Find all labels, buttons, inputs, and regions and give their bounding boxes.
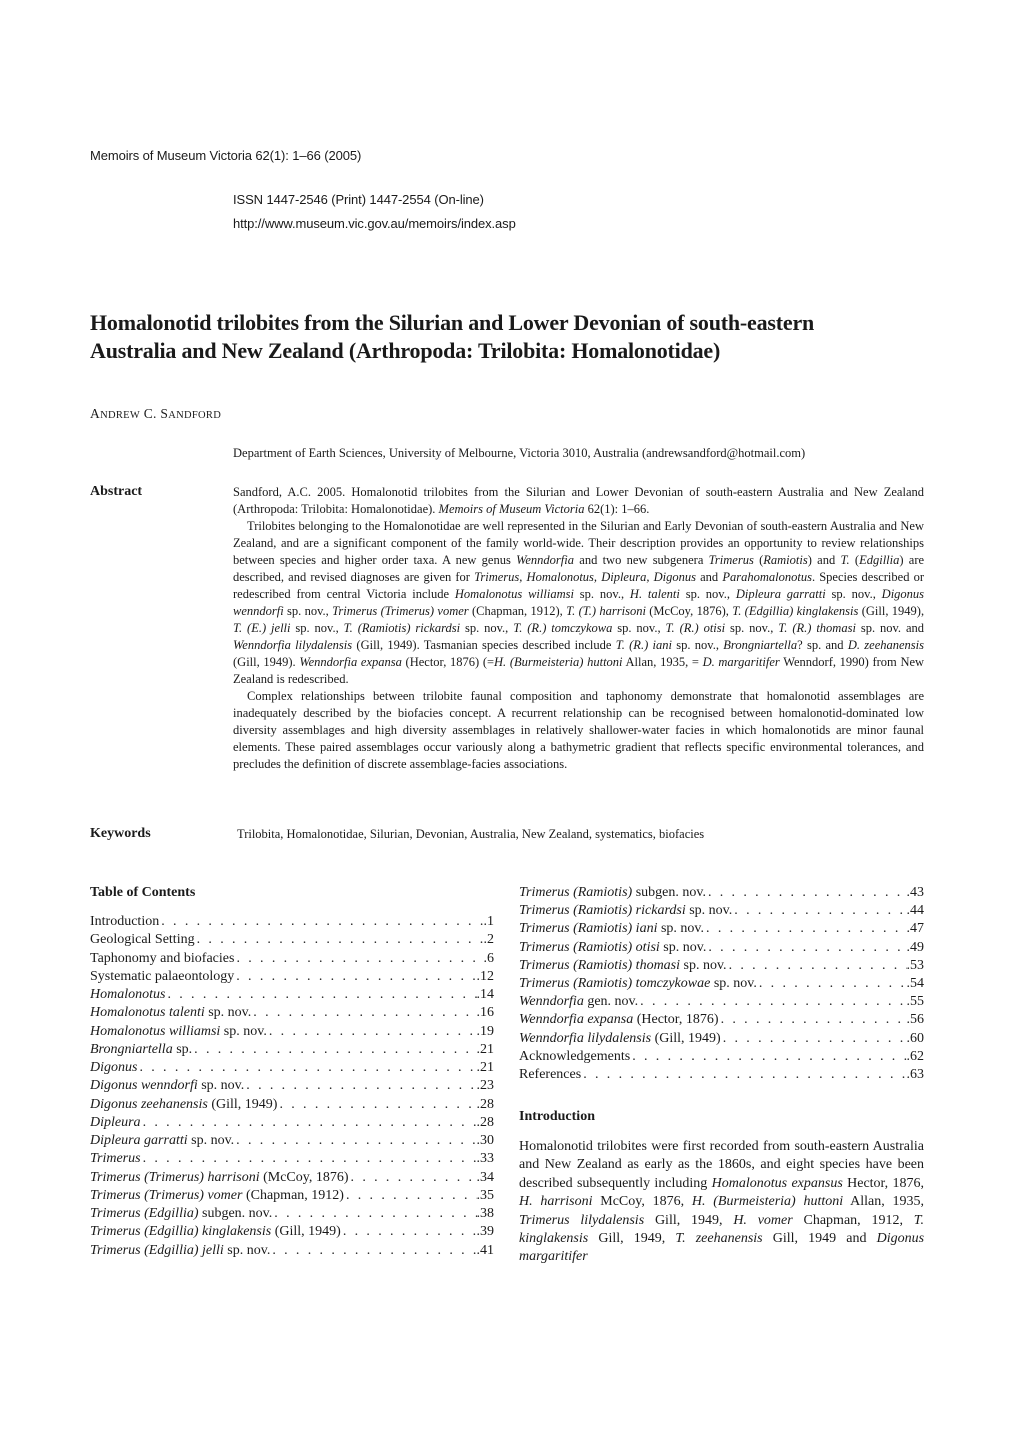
journal-citation: Memoirs of Museum Victoria 62(1): 1–66 (2005) xyxy=(90,148,362,163)
toc-entry-title: Trimerus (Ramiotis) tomczykowae sp. nov. xyxy=(519,976,757,991)
journal-url[interactable]: http://www.museum.vic.gov.au/memoirs/index.asp xyxy=(233,216,516,231)
toc-entry[interactable] xyxy=(519,939,924,957)
title-line-1: Homalonotid trilobites from the Silurian and Lower Devonian of south-eastern xyxy=(90,310,815,335)
toc-page-number: .54 xyxy=(906,976,924,991)
toc-entry[interactable] xyxy=(90,1187,494,1205)
toc-entry[interactable] xyxy=(90,1242,494,1260)
abstract-citation: Sandford, A.C. 2005. Homalonotid trilobites from the Silurian and Lower Devonian of south-eastern Australia and New Zealand (Arthropoda: Trilobita: Homalonotidae). Memoirs of Museum Victoria 62(1): 1–66. xyxy=(233,485,924,516)
toc-entry-title: Trimerus (Trimerus) vomer (Chapman, 1912) xyxy=(90,1187,344,1203)
author-middle: C. xyxy=(143,406,157,421)
toc-entry-title: Trimerus xyxy=(90,1151,141,1167)
toc-entry-title: Acknowledgements xyxy=(519,1048,631,1064)
toc-leader-dots xyxy=(732,902,906,920)
toc-leader-dots xyxy=(159,913,483,931)
toc-leader-dots xyxy=(192,1041,476,1059)
toc-page-number: .30 xyxy=(476,1133,494,1148)
toc-page-number: .6 xyxy=(483,950,494,966)
toc-leader-dots xyxy=(267,1023,477,1041)
abstract-text xyxy=(233,484,924,773)
toc-leader-dots xyxy=(719,1011,907,1029)
toc-entry[interactable] xyxy=(90,1077,494,1095)
toc-entry-title: Dipleura xyxy=(90,1114,141,1130)
toc-entry-title: Digonus wenndorfi sp. nov. xyxy=(90,1078,245,1094)
toc-leader-dots xyxy=(272,1205,476,1223)
toc-page-number: .39 xyxy=(476,1224,494,1240)
toc-page-number: .16 xyxy=(476,1005,494,1021)
toc-heading: Table of Contents xyxy=(90,885,196,900)
toc-leader-dots xyxy=(757,975,907,993)
abstract-label: Abstract xyxy=(90,484,143,499)
toc-page-number: .19 xyxy=(476,1023,494,1039)
toc-entry[interactable] xyxy=(90,913,494,931)
toc-entry-title: Brongniartella sp. xyxy=(90,1041,193,1057)
toc-leader-dots xyxy=(706,939,906,957)
toc-entry[interactable] xyxy=(90,1023,494,1041)
toc-entry-title: Homalonotus williamsi sp. nov. xyxy=(90,1023,267,1039)
toc-entry-title: Introduction xyxy=(90,914,160,929)
toc-leader-dots xyxy=(234,1132,476,1150)
toc-page-number: .21 xyxy=(476,1060,494,1075)
toc-entry-title: Dipleura garratti sp. nov. xyxy=(90,1133,235,1148)
toc-entry[interactable] xyxy=(519,993,924,1011)
toc-entry-title: Trimerus (Ramiotis) thomasi sp. nov. xyxy=(519,957,727,973)
toc-entry[interactable] xyxy=(90,1114,494,1132)
author-last-rest: ANDFORD xyxy=(168,410,222,421)
toc-page-number: .43 xyxy=(906,885,924,900)
toc-page-number: .63 xyxy=(906,1067,924,1082)
toc-entry[interactable] xyxy=(519,1011,924,1029)
toc-entry-title: Trimerus (Trimerus) harrisoni (McCoy, 1876) xyxy=(90,1169,349,1185)
toc-page-number: .44 xyxy=(906,903,924,919)
toc-page-number: .21 xyxy=(476,1041,494,1057)
toc-leader-dots xyxy=(141,1114,477,1132)
toc-entry[interactable] xyxy=(90,1205,494,1223)
author-name xyxy=(90,406,221,422)
toc-entry-title: Homalonotus xyxy=(90,987,166,1002)
toc-entry-title: References xyxy=(519,1067,582,1082)
toc-entry-title: Wenndorfia expansa (Hector, 1876) xyxy=(519,1012,719,1028)
toc-page-number: .33 xyxy=(476,1151,494,1167)
toc-page-number: .28 xyxy=(476,1096,494,1112)
toc-leader-dots xyxy=(344,1187,477,1205)
toc-page-number: .35 xyxy=(476,1187,494,1203)
toc-leader-dots xyxy=(704,920,906,938)
toc-leader-dots xyxy=(581,1066,906,1084)
toc-entry[interactable] xyxy=(519,884,924,902)
toc-entry[interactable] xyxy=(90,1096,494,1114)
toc-page-number: .62 xyxy=(906,1048,924,1064)
toc-page-number: .12 xyxy=(476,968,494,984)
toc-entry[interactable] xyxy=(519,957,924,975)
toc-entry[interactable] xyxy=(90,1169,494,1187)
toc-leader-dots xyxy=(234,968,476,986)
toc-page-number: .34 xyxy=(476,1169,494,1185)
toc-entry-title: Digonus xyxy=(90,1060,138,1075)
toc-entry[interactable] xyxy=(519,920,924,938)
toc-entry[interactable] xyxy=(90,1041,494,1059)
toc-leader-dots xyxy=(349,1169,477,1187)
toc-entry-title: Systematic palaeontology xyxy=(90,968,235,984)
toc-page-number: .28 xyxy=(476,1114,494,1130)
toc-page-number: .38 xyxy=(476,1206,494,1221)
toc-leader-dots xyxy=(277,1096,476,1114)
toc-entry[interactable] xyxy=(90,1132,494,1150)
toc-entry-title: Taphonomy and biofacies xyxy=(90,950,235,966)
toc-entry[interactable] xyxy=(519,975,924,993)
toc-leader-dots xyxy=(630,1048,906,1066)
toc-entry-title: Trimerus (Ramiotis) subgen. nov. xyxy=(519,885,706,900)
toc-page-number: .53 xyxy=(906,957,924,973)
toc-entry[interactable] xyxy=(90,1223,494,1241)
toc-entry[interactable] xyxy=(90,931,494,949)
toc-entry-title: Trimerus (Edgillia) jelli sp. nov. xyxy=(90,1242,271,1258)
toc-entry[interactable] xyxy=(519,1066,924,1084)
toc-leader-dots xyxy=(638,993,906,1011)
toc-entry-title: Trimerus (Ramiotis) otisi sp. nov. xyxy=(519,939,707,955)
author-affiliation: Department of Earth Sciences, University of Melbourne, Victoria 3010, Australia (andrewsandford@hotmail.com) xyxy=(233,446,806,460)
author-last-initial: S xyxy=(160,406,169,421)
toc-entry[interactable] xyxy=(90,968,494,986)
toc-leader-dots xyxy=(165,986,476,1004)
toc-entry[interactable] xyxy=(519,902,924,920)
abstract-paragraph-2: Trilobites belonging to the Homalonotidae are well represented in the Silurian and Early Devonian of south-eastern Australia and New Zealand, and are a significant component of the family world-wide. Their description provides an opportunity to review relationships between species and higher order taxa. A new genus Wenndorfia and two new subgenera Trimerus (Ramiotis) and T. (Edgillia) are described, and revised diagnoses are given for Trimerus, Homalonotus, Dipleura, Digonus and Parahomalonotus. Species described or redescribed from central Victoria include Homalonotus williamsi sp. nov., H. talenti sp. nov., Dipleura garratti sp. nov., Digonus wenndorfi sp. nov., Trimerus (Trimerus) vomer (Chapman, 1912), T. (T.) harrisoni (McCoy, 1876), T. (Edgillia) kinglakensis (Gill, 1949), T. (E.) jelli sp. nov., T. (Ramiotis) rickardsi sp. nov., T. (R.) tomczykowa sp. nov., T. (R.) otisi sp. nov., T. (R.) thomasi sp. nov. and Wenndorfia lilydalensis (Gill, 1949). Tasmanian species described include T. (R.) iani sp. nov., Brongniartella? sp. and D. zeehanensis (Gill, 1949). Wenndorfia expansa (Hector, 1876) (=H. (Burmeisteria) huttoni Allan, 1935, = D. margaritifer Wenndorf, 1990) from New Zealand is redescribed. xyxy=(233,519,925,686)
toc-entry[interactable] xyxy=(90,1150,494,1168)
toc-page-number: .60 xyxy=(906,1030,924,1046)
toc-leader-dots xyxy=(270,1242,476,1260)
toc-entry-title: Wenndorfia lilydalensis (Gill, 1949) xyxy=(519,1030,721,1046)
title-line-2: Australia and New Zealand (Arthropoda: Trilobita: Homalonotidae) xyxy=(90,338,721,363)
toc-entry-title: Wenndorfia gen. nov. xyxy=(519,994,639,1010)
toc-entry[interactable] xyxy=(90,1004,494,1022)
toc-entry[interactable] xyxy=(519,1048,924,1066)
paper-title xyxy=(90,309,990,365)
toc-entry[interactable] xyxy=(90,986,494,1004)
abstract-paragraph-3: Complex relationships between trilobite faunal composition and taphonomy demonstrate that homalonotid assemblages are inadequately described by the biofacies concept. A recurrent relationship can be recognised between homalonotid-dominated low diversity assemblages and high diversity assemblages in relatively shallower-water facies in which homalonotids are minor faunal elements. These paired assemblages occur variously along a bathymetric gradient that reflects specific environmental tolerances, and precludes the definition of discrete assemblage-facies associations. xyxy=(233,689,924,771)
author-first-initial: A xyxy=(90,406,101,421)
toc-leader-dots xyxy=(721,1030,907,1048)
toc-leader-dots xyxy=(195,931,484,949)
toc-page-number: .14 xyxy=(476,987,494,1002)
toc-page-number: .56 xyxy=(906,1012,924,1028)
toc-entry-title: Trimerus (Ramiotis) rickardsi sp. nov. xyxy=(519,903,733,919)
introduction-text: Homalonotid trilobites were first recorded from south-eastern Australia and New Zealand as early as the 1860s, and eight species have been described subsequently including Homalonotus expansus Hector, 1876, H. harrisoni McCoy, 1876, H. (Burmeisteria) huttoni Allan, 1935, Trimerus lilydalensis Gill, 1949, H. vomer Chapman, 1912, T. kinglakensis Gill, 1949, T. zeehanensis Gill, 1949 and Digonus margaritifer xyxy=(519,1139,925,1265)
toc-page-number: .55 xyxy=(906,994,924,1010)
toc-leader-dots xyxy=(234,950,483,968)
toc-page-number: .23 xyxy=(476,1078,494,1094)
toc-entry-title: Geological Setting xyxy=(90,932,195,948)
toc-page-number: .41 xyxy=(476,1242,494,1258)
toc-entry[interactable] xyxy=(90,950,494,968)
issn: ISSN 1447-2546 (Print) 1447-2554 (On-line) xyxy=(233,192,484,207)
toc-entry[interactable] xyxy=(90,1059,494,1077)
toc-leader-dots xyxy=(244,1077,476,1095)
toc-leader-dots xyxy=(137,1059,476,1077)
author-first-rest: NDREW xyxy=(100,410,141,421)
toc-entry-title: Trimerus (Edgillia) subgen. nov. xyxy=(90,1206,273,1221)
toc-page-number: .49 xyxy=(906,939,924,955)
toc-leader-dots xyxy=(251,1004,476,1022)
toc-page-number: .1 xyxy=(483,914,494,929)
keywords-label: Keywords xyxy=(90,826,151,841)
toc-entry-title: Homalonotus talenti sp. nov. xyxy=(90,1005,252,1021)
toc-entry[interactable] xyxy=(519,1030,924,1048)
toc-leader-dots xyxy=(706,884,907,902)
toc-leader-dots xyxy=(727,957,907,975)
toc-page-number: .2 xyxy=(483,932,494,948)
keywords-text: Trilobita, Homalonotidae, Silurian, Devonian, Australia, New Zealand, systematics, biofacies xyxy=(237,827,705,841)
introduction-heading: Introduction xyxy=(519,1109,595,1124)
toc-entry-title: Trimerus (Ramiotis) iani sp. nov. xyxy=(519,921,705,937)
toc-page-number: .47 xyxy=(906,921,924,937)
toc-entry-title: Trimerus (Edgillia) kinglakensis (Gill, 1949) xyxy=(90,1224,341,1240)
toc-leader-dots xyxy=(341,1223,477,1241)
toc-leader-dots xyxy=(141,1150,477,1168)
toc-entry-title: Digonus zeehanensis (Gill, 1949) xyxy=(90,1096,278,1112)
